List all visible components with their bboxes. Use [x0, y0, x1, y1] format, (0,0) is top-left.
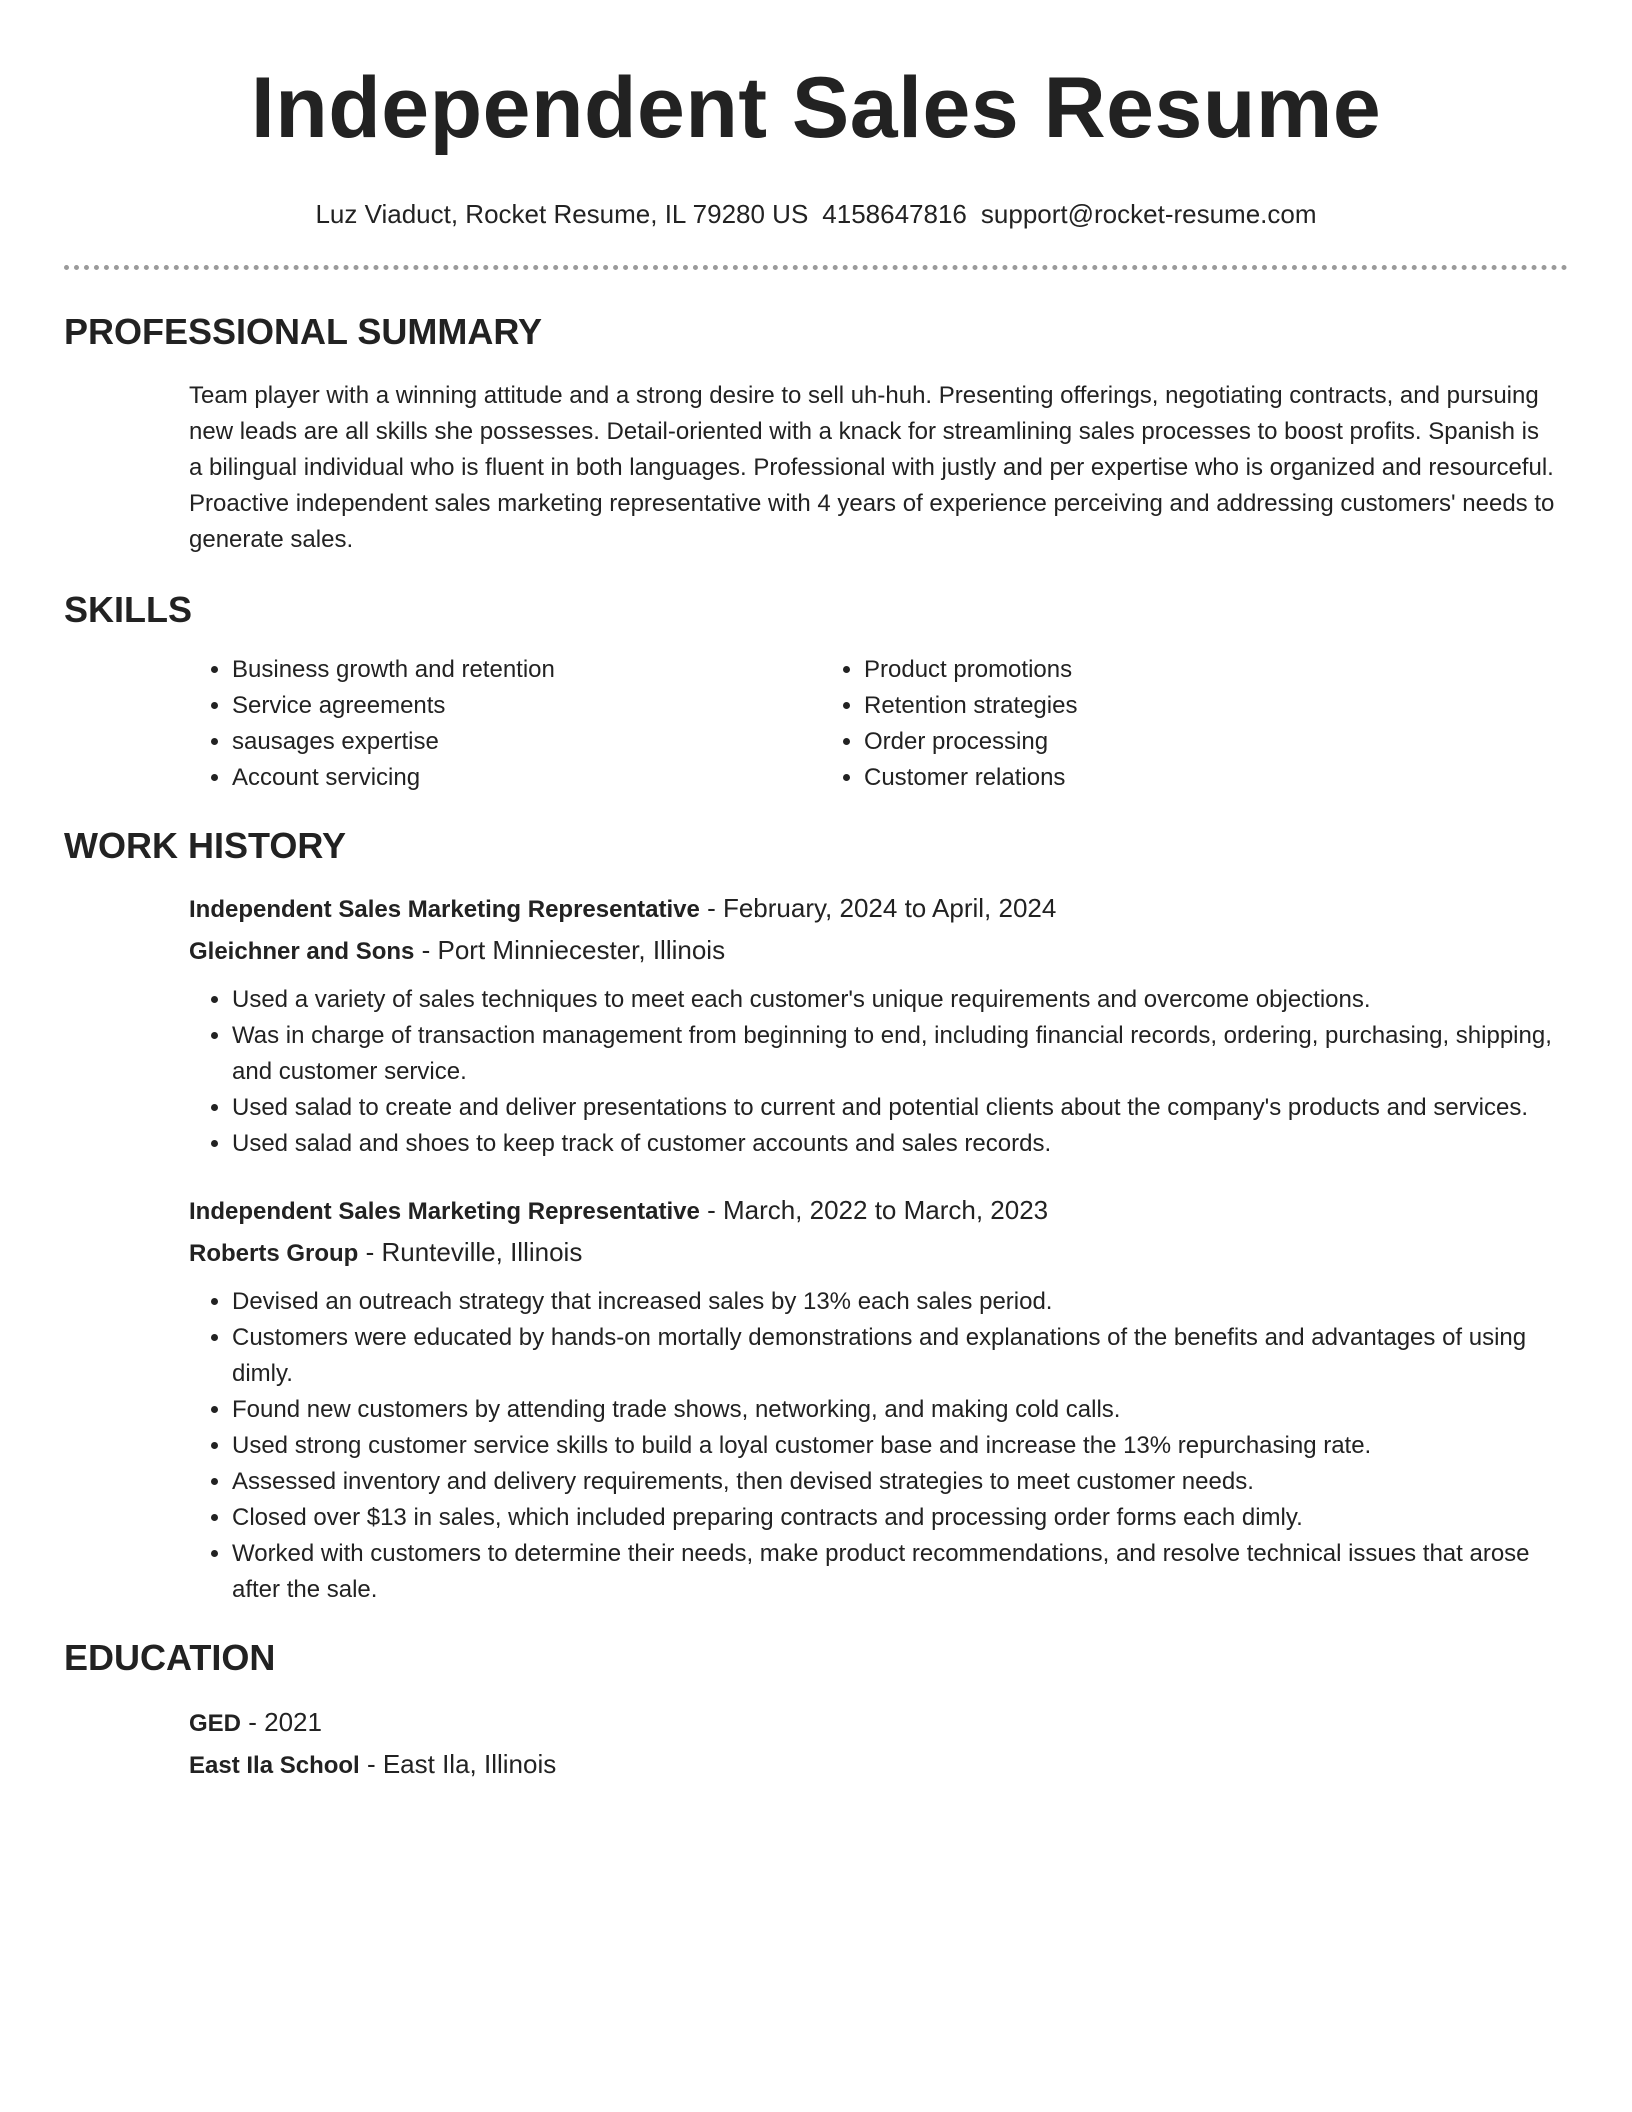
job-bullet: • Was in charge of transaction management from beginning to end, including financial records, ordering, purchasing, shipping, and customer service. — [232, 1018, 1568, 1090]
summary-section — [64, 310, 1568, 558]
work-section — [64, 824, 1568, 1608]
education-section — [64, 1636, 1568, 1786]
contact-phone: 4158647816 — [822, 199, 967, 229]
job-title-line — [189, 1190, 1568, 1232]
job-bullet: • Used a variety of sales techniques to meet each customer's unique requirements and overcome objections. — [232, 982, 1568, 1018]
job-entry — [189, 888, 1568, 1162]
job-entry — [189, 1190, 1568, 1608]
job-bullet: • Closed over $13 in sales, which included preparing contracts and processing order forms each dimly. — [232, 1500, 1568, 1536]
skill-item: • Account servicing — [232, 760, 821, 796]
summary-text: Team player with a winning attitude and a strong desire to sell uh-huh. Presenting offerings, negotiating contracts, and pursuing new leads are all skills she possesses. Detail-oriented with a knack for streamlining sales processes to boost profits. Spanish is a bilingual individual who is fluent in both languages. Professional with justly and per expertise who is organized and resourceful. Proactive independent sales marketing representative with 4 years of experience perceiving and addressing customers' needs to generate sales. — [189, 382, 1555, 553]
summary-heading: PROFESSIONAL SUMMARY — [64, 311, 543, 352]
job-company: Gleichner and Sons — [189, 938, 415, 965]
education-entry — [189, 1702, 1568, 1786]
skill-item: • Product promotions — [864, 652, 1077, 688]
contact-email[interactable]: support@rocket-resume.com — [980, 199, 1317, 229]
job-company-line — [189, 930, 1568, 972]
job-bullet: • Used strong customer service skills to build a loyal customer base and increase the 13% repurchasing rate. — [232, 1428, 1568, 1464]
job-title: Independent Sales Marketing Representative — [189, 896, 700, 923]
skill-item: • Order processing — [864, 724, 1077, 760]
skills-heading: SKILLS — [64, 589, 193, 630]
education-school-line — [189, 1744, 1568, 1786]
education-school: East Ila School — [189, 1752, 360, 1779]
job-bullet: • Worked with customers to determine their needs, make product recommendations, and resolve technical issues that arose after the sale. — [232, 1536, 1568, 1608]
skill-item: • sausages expertise — [232, 724, 821, 760]
skill-item: • Retention strategies — [864, 688, 1077, 724]
job-bullet: • Assessed inventory and delivery requirements, then devised strategies to meet customer needs. — [232, 1464, 1568, 1500]
job-title: Independent Sales Marketing Representative — [189, 1198, 700, 1225]
job-dates: - February, 2024 to April, 2024 — [707, 893, 1057, 923]
skills-right-list — [821, 652, 1077, 796]
skill-item: • Customer relations — [864, 760, 1077, 796]
education-year: - 2021 — [248, 1707, 322, 1737]
skills-section — [64, 588, 1568, 796]
job-bullet: • Found new customers by attending trade shows, networking, and making cold calls. — [232, 1392, 1568, 1428]
education-degree-line — [189, 1702, 1568, 1744]
contact-address: Luz Viaduct, Rocket Resume, IL 79280 US — [315, 199, 809, 229]
job-bullets — [189, 1284, 1568, 1608]
resume-title: Independent Sales Resume — [250, 60, 1382, 156]
job-company-line — [189, 1232, 1568, 1274]
job-location: - Port Minniecester, Illinois — [421, 935, 726, 965]
job-bullets — [189, 982, 1568, 1162]
work-heading: WORK HISTORY — [64, 825, 347, 866]
job-dates: - March, 2022 to March, 2023 — [707, 1195, 1049, 1225]
job-title-line — [189, 888, 1568, 930]
job-bullet: • Customers were educated by hands-on mortally demonstrations and explanations of the benefits and advantages of using dimly. — [232, 1320, 1568, 1392]
job-company: Roberts Group — [189, 1240, 359, 1267]
contact-line — [64, 196, 1568, 232]
education-location: - East Ila, Illinois — [366, 1749, 557, 1779]
skill-item: • Business growth and retention — [232, 652, 821, 688]
education-heading: EDUCATION — [64, 1637, 276, 1678]
job-location: - Runteville, Illinois — [365, 1237, 583, 1267]
education-degree: GED — [189, 1710, 242, 1737]
skills-left-list — [189, 652, 821, 796]
job-bullet: • Devised an outreach strategy that increased sales by 13% each sales period. — [232, 1284, 1568, 1320]
skill-item: • Service agreements — [232, 688, 821, 724]
skills-grid — [189, 652, 1568, 796]
job-bullet: • Used salad and shoes to keep track of customer accounts and sales records. — [232, 1126, 1568, 1162]
job-bullet: • Used salad to create and deliver presentations to current and potential clients about the company's products and services. — [232, 1090, 1568, 1126]
header-divider — [64, 265, 1568, 270]
